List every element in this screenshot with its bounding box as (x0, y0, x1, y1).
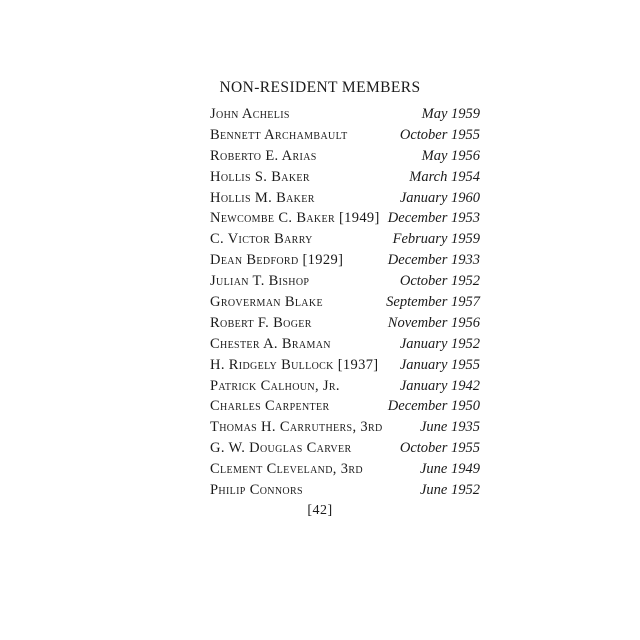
member-name: Groverman Blake (210, 294, 323, 311)
member-date: December 1933 (387, 252, 480, 269)
member-date: October 1955 (399, 126, 480, 143)
member-name: John Achelis (210, 106, 290, 122)
member-name: Roberto E. Arias (210, 147, 317, 164)
member-date: December 1953 (387, 210, 480, 227)
member-name: Dean Bedford [1929] (210, 252, 344, 269)
member-date: January 1960 (399, 189, 480, 206)
page-heading: NON-RESIDENT MEMBERS (219, 79, 421, 96)
member-date: June 1949 (420, 461, 480, 478)
member-row (210, 167, 480, 188)
member-name: Newcombe C. Baker [1949] (210, 210, 380, 227)
member-date: January 1952 (399, 335, 480, 352)
member-date: September 1957 (386, 294, 480, 311)
member-date: October 1952 (399, 273, 480, 290)
member-row (210, 480, 480, 501)
member-row (210, 188, 480, 209)
member-row (210, 104, 480, 125)
member-name: G. W. Douglas Carver (210, 440, 352, 457)
member-name: C. Victor Barry (210, 231, 313, 248)
member-date: January 1942 (399, 377, 480, 394)
page-number: [42] (307, 503, 333, 518)
member-name: Philip Connors (210, 482, 303, 499)
member-row (210, 334, 480, 355)
member-name: Thomas H. Carruthers, 3rd (210, 419, 383, 436)
member-row (210, 271, 480, 292)
member-name: Chester A. Braman (210, 335, 331, 352)
member-date: May 1959 (421, 106, 480, 122)
member-row (210, 146, 480, 167)
member-date: October 1955 (399, 440, 480, 457)
member-name: H. Ridgely Bullock [1937] (210, 356, 379, 373)
member-row (210, 250, 480, 271)
member-row (210, 396, 480, 417)
member-row (210, 292, 480, 313)
member-date: June 1935 (420, 419, 480, 436)
member-name: Bennett Archambault (210, 126, 348, 143)
member-name: Clement Cleveland, 3rd (210, 461, 363, 478)
member-date: June 1952 (420, 482, 480, 499)
member-row (210, 125, 480, 146)
members-list (210, 104, 480, 501)
member-row (210, 229, 480, 250)
member-row (210, 355, 480, 376)
member-date: December 1950 (387, 398, 480, 415)
member-date: February 1959 (392, 231, 480, 248)
member-row (210, 313, 480, 334)
member-name: Hollis S. Baker (210, 168, 310, 185)
member-row (210, 376, 480, 397)
member-name: Robert F. Boger (210, 314, 312, 331)
member-date: May 1956 (421, 147, 480, 164)
member-name: Julian T. Bishop (210, 273, 310, 290)
member-row (210, 459, 480, 480)
member-name: Patrick Calhoun, Jr. (210, 377, 340, 394)
member-row (210, 208, 480, 229)
member-row (210, 438, 480, 459)
member-date: March 1954 (409, 168, 480, 185)
member-row (210, 417, 480, 438)
member-date: November 1956 (387, 314, 480, 331)
member-name: Charles Carpenter (210, 398, 330, 415)
member-name: Hollis M. Baker (210, 189, 315, 206)
member-date: January 1955 (399, 356, 480, 373)
